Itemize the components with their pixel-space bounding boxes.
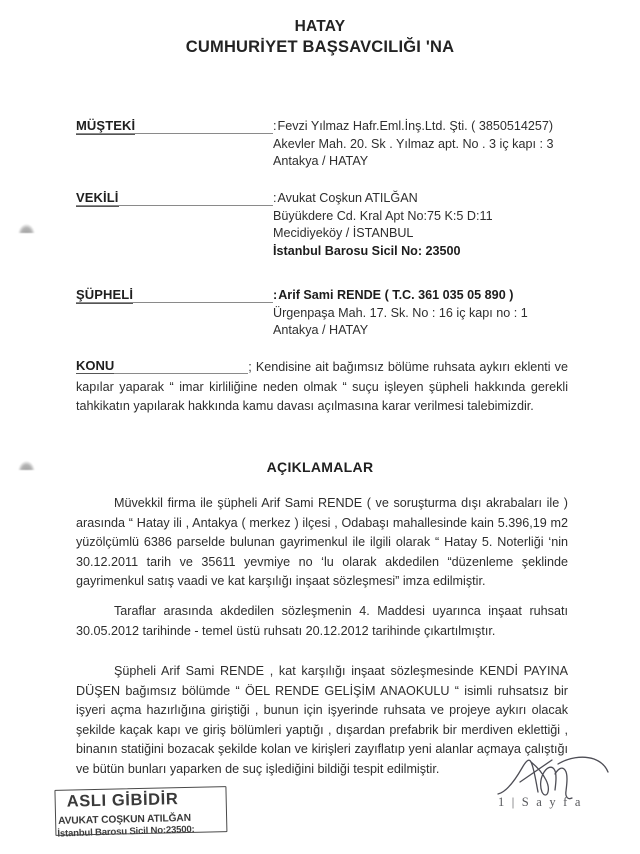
- party-value-musteki: [273, 118, 633, 171]
- document-title-line-2: CUMHURİYET BAŞSAVCILIĞI 'NA: [185, 38, 455, 56]
- party-label-vekili: VEKİLİ: [76, 190, 119, 205]
- party-value-line: Ürgenpaşa Mah. 17. Sk. No : 16 iç kapı no : 1: [273, 305, 528, 320]
- stamp-line-bar-number: İstanbul Barosu Sicil No:23500:: [57, 824, 195, 840]
- section-heading-aciklamalar: AÇIKLAMALAR: [266, 459, 374, 475]
- paragraph-2: Taraflar arasında akdedilen sözleşmenin 4. Maddesi uyarınca inşaat ruhsatı 30.05.2012 tarihinde - temel üstü ruhsatı 20.12.2012 tarihinde çıkartılmıştır.: [76, 604, 568, 638]
- party-value-supheli: [273, 287, 633, 340]
- party-value-line: :Fevzi Yılmaz Hafr.Eml.İnş.Ltd. Şti. ( 3850514257): [273, 119, 554, 133]
- stamp-line-lawyer-name: AVUKAT COŞKUN ATILĞAN: [58, 812, 192, 827]
- suspect-name-line: :Arif Sami RENDE ( T.C. 361 035 05 890 ): [273, 288, 514, 302]
- party-value-line: Büyükdere Cd. Kral Apt No:75 K:5 D:11: [273, 208, 493, 223]
- party-value-line: Mecidiyeköy / İSTANBUL: [273, 226, 414, 240]
- party-value-line: Antakya / HATAY: [273, 323, 369, 337]
- party-value-line: Akevler Mah. 20. Sk . Yılmaz apt. No . 3 iç kapı : 3: [273, 136, 554, 151]
- party-value-line: Antakya / HATAY: [273, 154, 369, 168]
- party-value-vekili: [273, 190, 633, 260]
- label-leader-line: [76, 205, 273, 206]
- paragraph-3: Şüpheli Arif Sami RENDE , kat karşılığı inşaat sözleşmesinde KENDİ PAYINA DÜŞEN bağımsız bölümde “ ÖEL RENDE GELİŞİM ANAOKULU “ isimli ruhsatsız bir işyeri açma hazırlığına giriştiği , bunun için işyerinde ruhsata ve projeye aykırı olacak şekilde kaçak kapı ve giriş bölümleri yaptığı , dışardan prefabrik bir merdiven eklettiği , binanın statiğini bozacak şekilde kolan ve kirişleri zayıflatıp yeni alanlar açmaya çalıştığı ve bütün bunları yaparken de suç işlediğini bildiği tespit edilmiştir.: [76, 664, 568, 776]
- konu-label: KONU: [76, 358, 115, 373]
- konu-text: ; Kendisine ait bağımsız bölüme ruhsata aykırı eklenti ve kapılar yaparak “ imar kirliliğine neden olmak “ suçu işleyen şüpheli hakkında gerekli tahkikatın yapılarak hakkında kamu davası açılmasına karar verilmesi talebimizdir.: [76, 360, 568, 413]
- label-leader-line: [114, 358, 248, 374]
- label-leader-line: [76, 302, 273, 303]
- hole-punch-artifact: [18, 224, 35, 233]
- stamp-line-asli-gibidir: ASLI GİBİDİR: [66, 790, 179, 811]
- konu-block: [76, 358, 568, 417]
- party-label-musteki: MÜŞTEKİ: [76, 118, 136, 133]
- party-value-line: :Avukat Coşkun ATILĞAN: [273, 191, 418, 205]
- page-number: 1 | S a y f a: [498, 795, 583, 809]
- document-title-line-1: HATAY: [294, 18, 346, 35]
- party-label-supheli: ŞÜPHELİ: [76, 287, 134, 302]
- certification-stamp: [54, 786, 227, 842]
- paragraph-1: Müvekkil firma ile şüpheli Arif Sami RENDE ( ve soruşturma dışı akrabaları ile ) arasında “ Hatay ili , Antakya ( merkez ) ilçesi , Odabaşı mahallesinde kain 5.396,19 m2 yüzölçümlü 6386 parselde bulunan gayrimenkul ile ilgili olarak “ Hatay 5. Noterliği ‘nin 30.12.2011 tarih ve 35611 yevmiye no ‘lu olarak akdedilen “düzenleme şeklinde gayrimenkul satış vaadi ve kat karşılığı inşaat sözleşmesi” imza edilmiştir.: [76, 496, 568, 589]
- bar-registration-number: İstanbul Barosu Sicil No: 23500: [273, 243, 461, 258]
- label-leader-line: [76, 133, 273, 134]
